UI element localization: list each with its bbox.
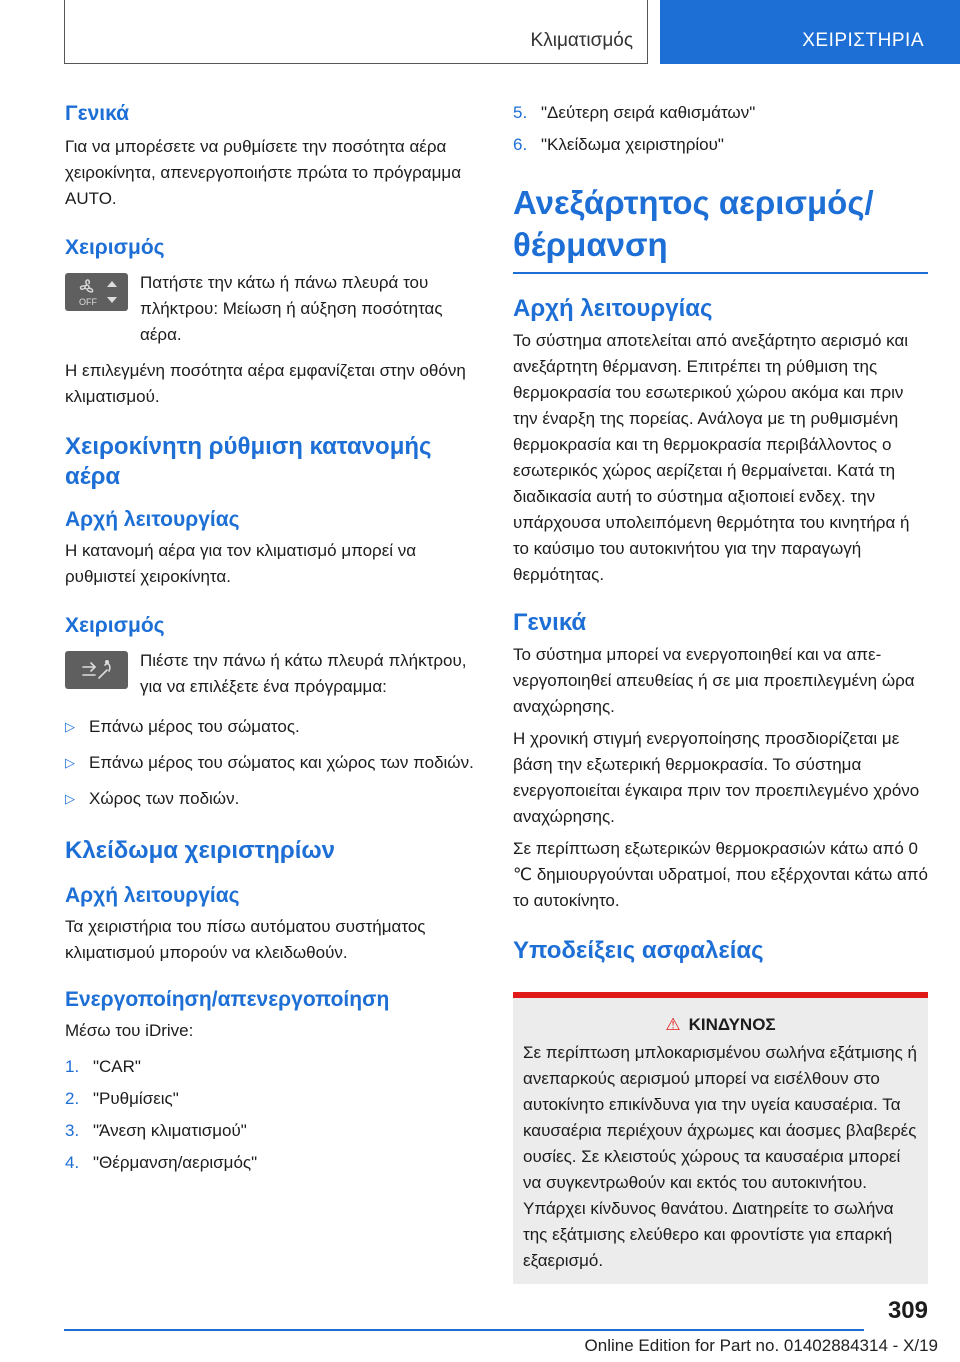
list-item: 6. "Κλείδωμα χειριστηρίου": [513, 135, 724, 154]
header-chapter-title: ΧΕΙΡΙΣΤΗΡΙΑ: [802, 30, 924, 51]
safety-heading: Υποδείξεις ασφαλείας: [513, 936, 764, 964]
general-text-2: Η χρονική στιγμή ενεργοποίησης προσδιορίζεται με βάση την εξωτερική θερμοκρασία. Το σύστημα ενεργοποιείται έγκαιρα πριν τον προεπιλεγμένο χρόνο αναχώρησης.: [513, 728, 920, 826]
svg-text:OFF: OFF: [79, 297, 97, 307]
triangle-bullet-icon: ▷: [65, 755, 75, 770]
page-number: 309: [887, 1297, 928, 1324]
distribution-button-row: [65, 648, 480, 700]
general-heading: Γενικά: [513, 608, 587, 636]
general-text: Για να μπορέσετε να ρυθμίσετε την ποσότητα αέρα χειροκίνητα, απενεργοποιήστε πρώτα το πρόγραμμα AUTO.: [65, 137, 462, 208]
left-column: [65, 100, 480, 1176]
list-item: 5. "Δεύτερη σειρά καθισμάτων": [513, 103, 756, 122]
header-chapter-tab[interactable]: [660, 0, 960, 64]
general-text-3: Σε περίπτωση εξωτερικών θερμοκρασιών κάτω από 0 ℃ δημιουργούνται υδρατμοί, που εξέρχονται κάτω από το αυτοκίνητο.: [513, 838, 928, 910]
idrive-steps: [65, 1054, 480, 1176]
operation-heading: Χειρισμός: [65, 236, 165, 259]
list-item: 3. "Άνεση κλιματισμού": [65, 1121, 247, 1140]
principle-heading: Αρχή λειτουργίας: [513, 294, 713, 322]
section-title: Ανεξάρτητος αερισμός/θέρμανση: [513, 184, 874, 263]
triangle-bullet-icon: ▷: [65, 791, 75, 806]
activation-heading: Ενεργοποίηση/απενεργοποίηση: [65, 988, 390, 1011]
warning-triangle-icon: ⚠: [665, 1014, 681, 1034]
edition-note: Online Edition for Part no. 01402884314 - X/19: [584, 1336, 938, 1355]
air-distribution-icon: [65, 651, 128, 689]
operation-text-3: Πιέστε την πάνω ή κάτω πλευρά πλήκτρου, για να επιλέξετε ένα πρόγραμμα:: [140, 651, 467, 696]
fan-off-icon: [65, 273, 128, 311]
triangle-bullet-icon: ▷: [65, 719, 75, 734]
section-rule: [513, 272, 928, 274]
general-text-1: Το σύστημα μπορεί να ενεργοποιηθεί και να απενεργοποιηθεί απευθείας ή σε μια προεπιλεγμένη ώρα αναχώρησης.: [513, 644, 915, 716]
lock-principle-heading: Αρχή λειτουργίας: [65, 884, 240, 907]
lock-principle-text: Τα χειριστήρια του πίσω αυτόματου συστήματος κλιματισμού μπορούν να κλειδωθούν.: [65, 917, 426, 962]
idrive-steps-continued: [513, 100, 928, 158]
principle-text: Η κατανομή αέρα για τον κλιματισμό μπορεί να ρυθμιστεί χειροκίνητα.: [65, 541, 417, 586]
operation-text: Πατήστε την κάτω ή πάνω πλευρά του πλήκτρου: Μείωση ή αύξηση ποσότητας αέρα.: [140, 273, 443, 344]
danger-box: [513, 992, 928, 1284]
header-section-title: Κλιματισμός: [530, 30, 633, 51]
list-item: ▷ Επάνω μέρος του σώματος και χώρος των ποδιών.: [65, 750, 480, 776]
danger-title: ΚΙΝΔΥΝΟΣ: [688, 1014, 776, 1034]
list-item: 2. "Ρυθμίσεις": [65, 1089, 179, 1108]
list-item: ▷ Επάνω μέρος του σώματος.: [65, 714, 480, 740]
danger-header: [523, 1012, 918, 1038]
header-section-box: [64, 0, 648, 64]
activation-text: Μέσω του iDrive:: [65, 1021, 194, 1040]
principle-text: Το σύστημα αποτελείται από ανεξάρτητο αερισμό και ανεξάρτητη θέρμανση. Επιτρέπει τη ρύθμιση της θερμοκρασία του εσωτερικού χώρου ακόμα και πριν την έναρξη της πορείας. Ανάλογα με τη ρυθμισμένη θερμοκρασία και τη θερμοκρασία περιβάλλοντος ο εσωτερικός χώρος αερίζεται ή θερμαίνεται. Κατά τη διαδικασία αυτή το σύστημα αξιοποιεί ενδεχ. την υπάρχουσα υπολειπόμενη θερμότητα του κινητήρα ή το καύσιμο του αυτοκινήτου για την παραγωγή θερμότητας.: [513, 330, 910, 584]
operation-heading-2: Χειρισμός: [65, 614, 165, 637]
right-column: [513, 100, 928, 1284]
manual-distribution-heading: Χειροκίνητη ρύθμιση κατανομής αέρα: [65, 433, 432, 490]
list-item: 1. "CAR": [65, 1057, 141, 1076]
general-heading: Γενικά: [65, 102, 130, 125]
fan-button-row: [65, 270, 480, 348]
lock-heading: Κλείδωμα χειριστηρίων: [65, 837, 335, 864]
list-item: 4. "Θέρμανση/αερισμός": [65, 1153, 258, 1172]
list-item: ▷ Χώρος των ποδιών.: [65, 786, 480, 812]
footer-rule: [64, 1329, 864, 1331]
distribution-list: [65, 714, 480, 812]
danger-text: Σε περίπτωση μπλοκαρισμένου σωλήνα εξάτμισης ή ανεπαρκούς αερισμού μπορεί να εισέλθουν στο αυτοκίνητο επικίνδυνα για την υγεία καυσαέρια. Τα καυσαέρια περιέχουν άχρωμες και άοσμες βλαβερές ουσίες. Σε κλειστούς χώρους τα καυσαέρια μπορεί να συγκεντρωθούν και εκτός του αυτοκινήτου. Υπάρχει κίνδυνος θανάτου. Διατηρείτε το σωλήνα της εξάτμισης ελεύθερο και φροντίστε για επαρκή εξαερισμό.: [523, 1042, 917, 1270]
operation-text-2: Η επιλεγμένη ποσότητα αέρα εμφανίζεται στην οθόνη κλιματισμού.: [65, 361, 466, 406]
principle-heading: Αρχή λειτουργίας: [65, 508, 240, 531]
